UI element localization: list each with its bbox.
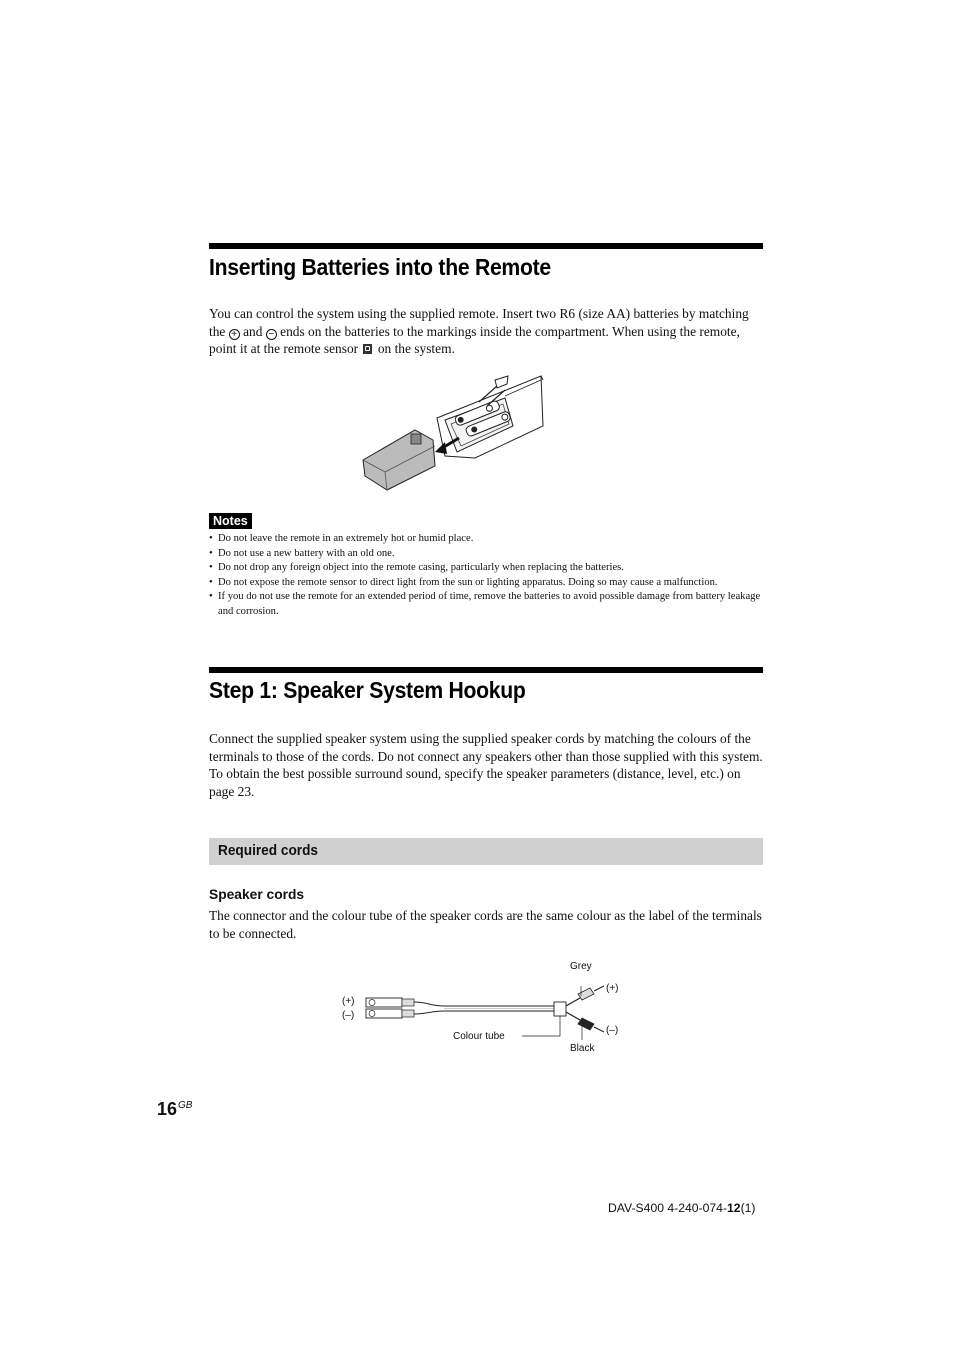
notes-list bbox=[209, 532, 763, 619]
required-cords-title: Required cords bbox=[218, 843, 318, 859]
list-item: • Do not expose the remote sensor to direct light from the sun or lighting apparatus. Doing so may cause a malfunction. bbox=[209, 576, 763, 591]
list-item: • If you do not use the remote for an extended period of time, remove the batteries to avoid possible damage from battery leakage and corrosion. bbox=[209, 590, 763, 619]
label-left-plus: (+) bbox=[342, 996, 355, 1007]
remote-battery-illustration bbox=[355, 370, 555, 498]
minus-symbol-icon: − bbox=[266, 329, 277, 340]
speaker-hookup-paragraph: Connect the supplied speaker system using the supplied speaker cords by matching the colours of the terminals to those of the cords. Do not connect any speakers other than those supplied with this system. To obtain the best possible surround sound, specify the speaker parameters (distance, level, etc.) on page 23. bbox=[209, 731, 763, 799]
list-item: • Do not leave the remote in an extremely hot or humid place. bbox=[209, 532, 763, 547]
page-number: $16^{GB}$ bbox=[157, 1099, 193, 1119]
remote-sensor-icon bbox=[363, 344, 372, 354]
section-rule-step1 bbox=[209, 667, 763, 673]
speaker-cords-heading: Speaker cords bbox=[209, 887, 305, 902]
label-right-plus: (+) bbox=[606, 983, 619, 994]
label-right-minus: (–) bbox=[606, 1025, 619, 1036]
plus-symbol-icon: + bbox=[229, 329, 240, 340]
batteries-intro-paragraph: You can control the system using the supplied remote. Insert two R6 (size AA) batteries by matching the + and − ends on the batteries to the markings inside the compartment. When using the remote, point it at the remote sensor on the system. bbox=[209, 306, 749, 357]
label-left-minus: (–) bbox=[342, 1010, 355, 1021]
required-cords-band bbox=[209, 838, 763, 865]
label-colour-tube: Colour tube bbox=[453, 1031, 505, 1042]
section-title-speaker-hookup: Step 1: Speaker System Hookup bbox=[209, 677, 526, 703]
list-item: • Do not use a new battery with an old one. bbox=[209, 547, 763, 562]
label-grey: Grey bbox=[570, 961, 592, 972]
list-item: • Do not drop any foreign object into the remote casing, particularly when replacing the batteries. bbox=[209, 561, 763, 576]
document-code: DAV-S400 4-240-074-12(1) bbox=[608, 1201, 756, 1215]
section-title-batteries: Inserting Batteries into the Remote bbox=[209, 254, 551, 280]
section-rule-top bbox=[209, 243, 763, 249]
speaker-cords-paragraph: The connector and the colour tube of the speaker cords are the same colour as the label of the terminals to be connected. bbox=[209, 908, 762, 941]
notes-label: Notes bbox=[209, 513, 252, 529]
label-black: Black bbox=[570, 1043, 595, 1054]
